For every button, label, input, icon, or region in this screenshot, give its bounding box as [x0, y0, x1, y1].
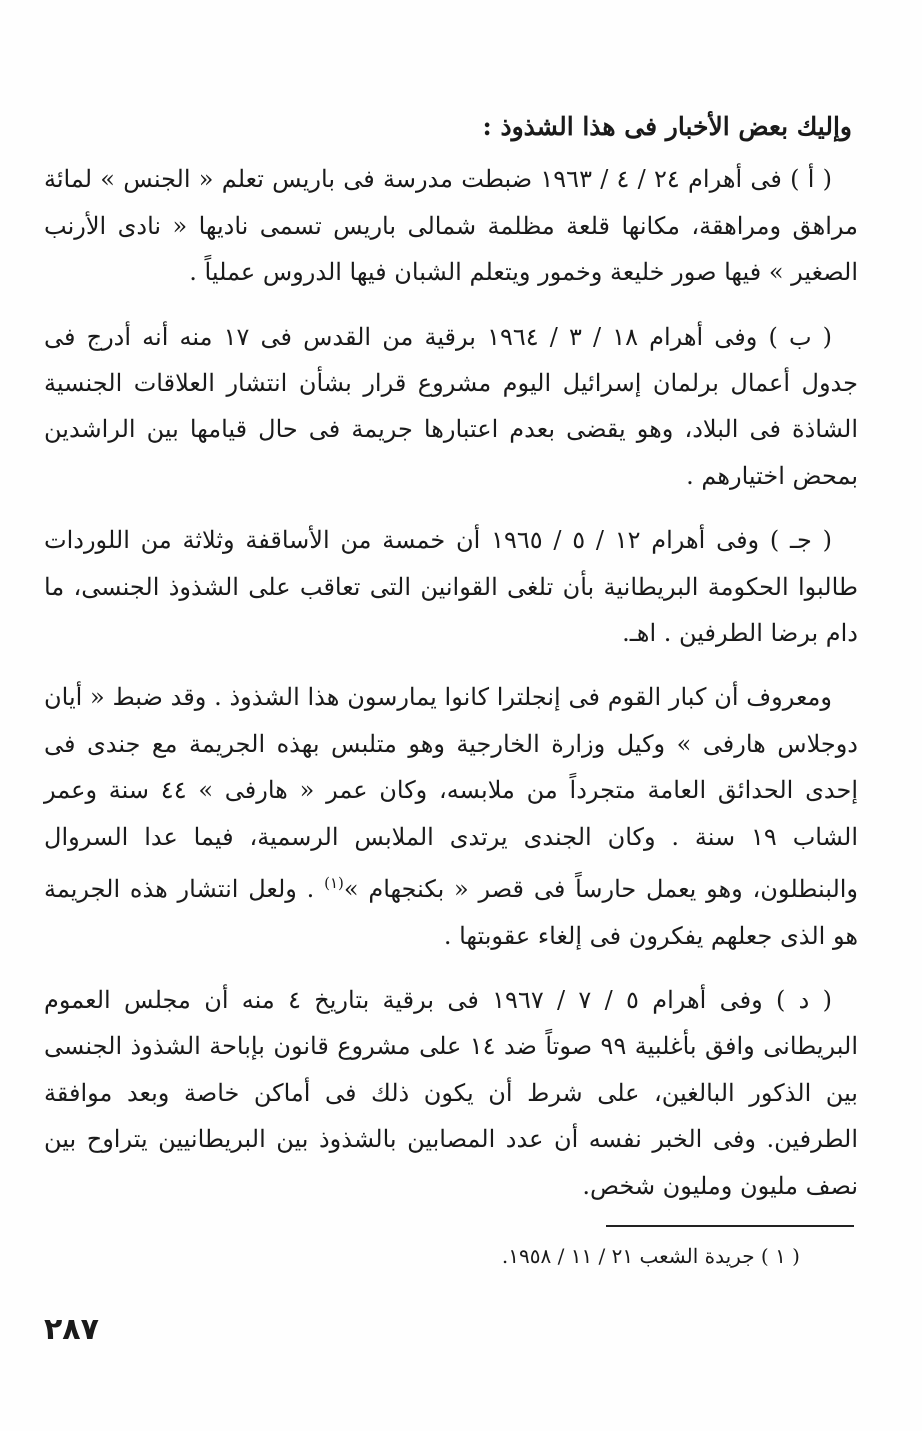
footnote-divider	[606, 1225, 854, 1227]
paragraph-commentary	[44, 674, 858, 958]
section-heading: وإليك بعض الأخبار فى هذا الشذوذ :	[482, 112, 852, 141]
footnote-reference: (١)	[324, 874, 344, 893]
page-body	[44, 104, 858, 1227]
paragraph-commentary-tail: . ولعل انتشار هذه الجريمة هو الذى جعلهم يفكرون فى إلغاء عقوبتها .	[44, 875, 858, 950]
footnote: ( ١ ) جريدة الشعب ٢١ / ١١ / ١٩٥٨.	[501, 1244, 800, 1268]
paragraph-a: ( أ ) فى أهرام ٢٤ / ٤ / ١٩٦٣ ضبطت مدرسة فى باريس تعلم « الجنس » لمائة مراهق ومراهقة، مكانها قلعة مظلمة شمالى باريس تسمى ناديها « نادى الأرنب الصغير » فيها صور خليعة وخمور ويتعلم الشبان فيها الدروس عملياً .	[44, 165, 858, 287]
paragraph-c: ( جـ ) وفى أهرام ١٢ / ٥ / ١٩٦٥ أن خمسة من الأساقفة وثلاثة من اللوردات طالبوا الحكومة البريطانية بأن تلغى القوانين التى تعاقب على الشذوذ الجنسى، ما دام برضا الطرفين . اهـ.	[44, 526, 858, 648]
paragraph-d: ( د ) وفى أهرام ٥ / ٧ / ١٩٦٧ فى برقية بتاريخ ٤ منه أن مجلس العموم البريطانى وافق بأغلبية ٩٩ صوتاً ضد ١٤ على مشروع قانون بإباحة الشذوذ الجنسى بين الذكور البالغين، على شرط أن يكون ذلك فى أماكن خاصة وبعد موافقة الطرفين. وفى الخبر نفسه أن عدد المصابين بالشذوذ بين البريطانيين يتراوح بين نصف مليون ومليون شخص.	[44, 985, 858, 1200]
paragraph-b: ( ب ) وفى أهرام ١٨ / ٣ / ١٩٦٤ برقية من القدس فى ١٧ منه أنه أدرج فى جدول أعمال برلمان إسرائيل اليوم مشروع قرار بشأن انتشار العلاقات الجنسية الشاذة فى البلاد، وهو يقضى بعدم اعتبارها جريمة فى حال قيامها بين الراشدين بمحض اختيارهم .	[44, 322, 858, 490]
page-number: ٢٨٧	[44, 1312, 99, 1347]
paragraph-commentary-text: ومعروف أن كبار القوم فى إنجلترا كانوا يمارسون هذا الشذوذ . وقد ضبط « أيان دوجلاس هارفى » وكيل وزارة الخارجية وهو متلبس بهذه الجريمة مع جندى فى إحدى الحدائق العامة متجرداً من ملابسه، وكان عمر « هارفى » ٤٤ سنة وعمر الشاب ١٩ سنة . وكان الجندى يرتدى الملابس الرسمية، فيما عدا السروال والبنطلون، وهو يعمل حارساً فى قصر « بكنجهام »	[44, 683, 859, 904]
